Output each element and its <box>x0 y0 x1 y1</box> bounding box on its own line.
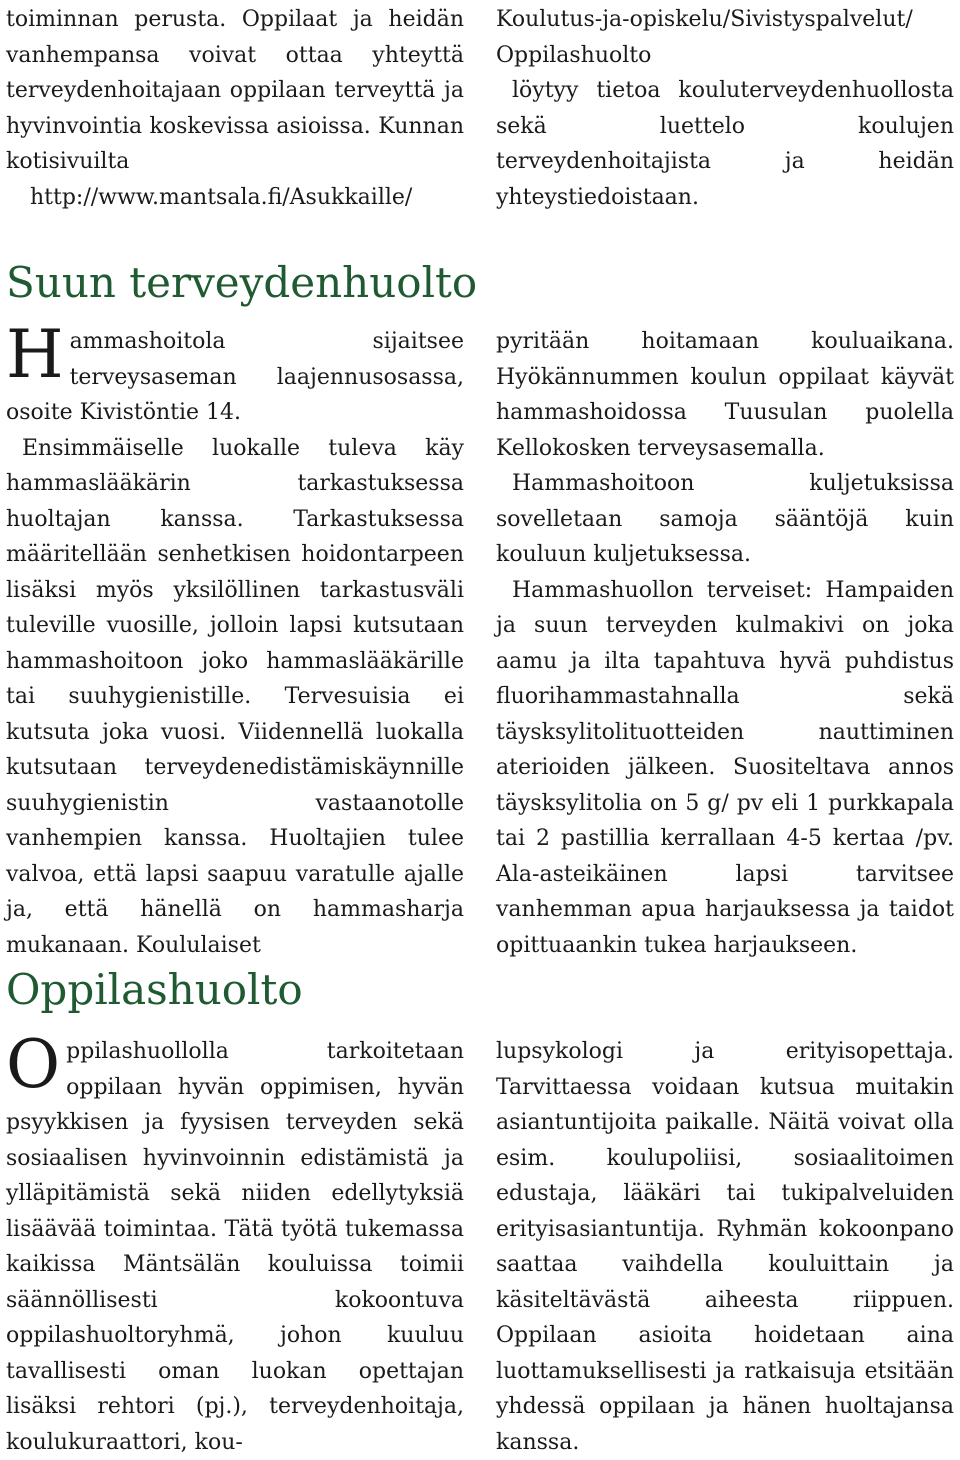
oppilas-right-paragraph: lupsykologi ja erityisopettaja. Tarvittaessa voidaan kutsua muitakin asiantuntijoita paikalle. Näitä voivat olla esim. koulupoliisi, sosiaalitoimen edustaja, lääkäri tai tukipalveluiden erityisasiantuntija. Ryhmän kokoonpano saattaa vaihdella kouluittain ja käsiteltävästä aiheesta riippuen. Oppilaan asioita hoidetaan aina luottamuksellisesti ja ratkaisuja etsitään yhdessä oppilaan ja hänen huoltajansa kanssa. <box>496 1039 954 1455</box>
oppilas-left-column <box>6 1026 464 1460</box>
oppilashuolto-heading: Oppilashuolto <box>6 965 303 1014</box>
suun-left-paragraph-1 <box>6 316 464 431</box>
top-right-path: Koulutus-ja-opiskelu/Sivistyspalvelut/ Oppilashuolto <box>496 7 913 68</box>
suun-left-paragraph-2: Ensimmäiselle luokalle tuleva käy hammaslääkärin tarkastuksessa huoltajan kanssa. Tarkastuksessa määritellään senhetkisen hoidontarpeen lisäksi myös yksilöllinen tarkastusväli tuleville vuosille, jolloin lapsi kutsutaan hammashoitoon joko hammaslääkärille tai suuhygienistille. Tervesuisia ei kutsuta joka vuosi. Viidennellä luokalla kutsutaan terveydenedistämiskäynnille suuhygienistin vastaanotolle vanhempien kanssa. Huoltajien tulee valvoa, että lapsi saapuu varatulle ajalle ja, että hänellä on hammasharja mukanaan. Koululaiset <box>6 435 464 958</box>
dropcap-h: H <box>6 316 64 393</box>
suun-left-column <box>6 316 464 963</box>
top-right-paragraph: löytyy tietoa kouluterveydenhuollosta sekä luettelo koulujen terveydenhoitajista ja heidän yhteystiedoistaan. <box>496 78 954 210</box>
top-left-column <box>6 2 464 215</box>
top-right-column <box>496 2 954 215</box>
oppilas-right-column <box>496 1034 954 1460</box>
oppilas-left-paragraph <box>6 1026 464 1460</box>
mantsala-url-link[interactable]: http://www.mantsala.fi/Asukkaille/ <box>30 184 413 210</box>
suun-right-column <box>496 324 954 963</box>
oppilashuolto-text: ppilashuollolla tarkoitetaan oppilaan hyvän oppimisen, hyvän psyykkisen ja fyysisen terveyden sekä sosiaalisen hyvinvoinnin edistämistä ja ylläpitämistä sekä niiden edellytyksiä lisäävää toimintaa. Tätä työtä tukemassa kaikissa Mäntsälän kouluissa toimii säännöllisesti kokoontuva oppilashuoltoryhmä, johon kuuluu tavallisesti oman luokan opettajan lisäksi rehtori (pj.), terveydenhoitaja, koulukuraattori, kou- <box>6 1039 464 1455</box>
dropcap-o: O <box>6 1026 61 1103</box>
terveydenhoitaja-text: toiminnan perusta. Oppilaat ja heidän vanhempansa voivat ottaa yhteyttä terveydenhoitajaan oppilaan terveyttä ja hyvinvointia koskevissa asioissa. Kunnan kotisivuilta <box>6 7 464 174</box>
top-left-paragraph <box>6 2 464 215</box>
hammashoitola-text: ammashoitola sijaitsee terveysaseman laajennusosassa, osoite Kivistöntie 14. <box>6 329 464 425</box>
suun-terveydenhuolto-heading: Suun terveydenhuolto <box>6 258 478 307</box>
suun-right-paragraph-3: Hammashuollon terveiset: Hampaiden ja suun terveyden kulmakivi on joka aamu ja ilta tapahtuva hyvä puhdistus fluorihammastahnalla sekä täysksylitolituotteiden nauttiminen aterioiden jälkeen. Suositeltava annos täysksylitolia on 5 g/ pv eli 1 purkkapala tai 2 pastillia kerrallaan 4-5 kertaa /pv. Ala-asteikäinen lapsi tarvitsee vanhemman apua harjauksessa ja taidot opittuaankin tukea harjaukseen. <box>496 577 954 958</box>
suun-right-paragraph-1: pyritään hoitamaan kouluaikana. Hyökännummen koulun oppilaat käyvät hammashoidossa Tuusulan puolella Kellokosken terveysasemalla. <box>496 329 954 461</box>
suun-right-paragraph-2: Hammashoitoon kuljetuksissa sovelletaan samoja sääntöjä kuin kouluun kuljetuksessa. <box>496 471 954 567</box>
